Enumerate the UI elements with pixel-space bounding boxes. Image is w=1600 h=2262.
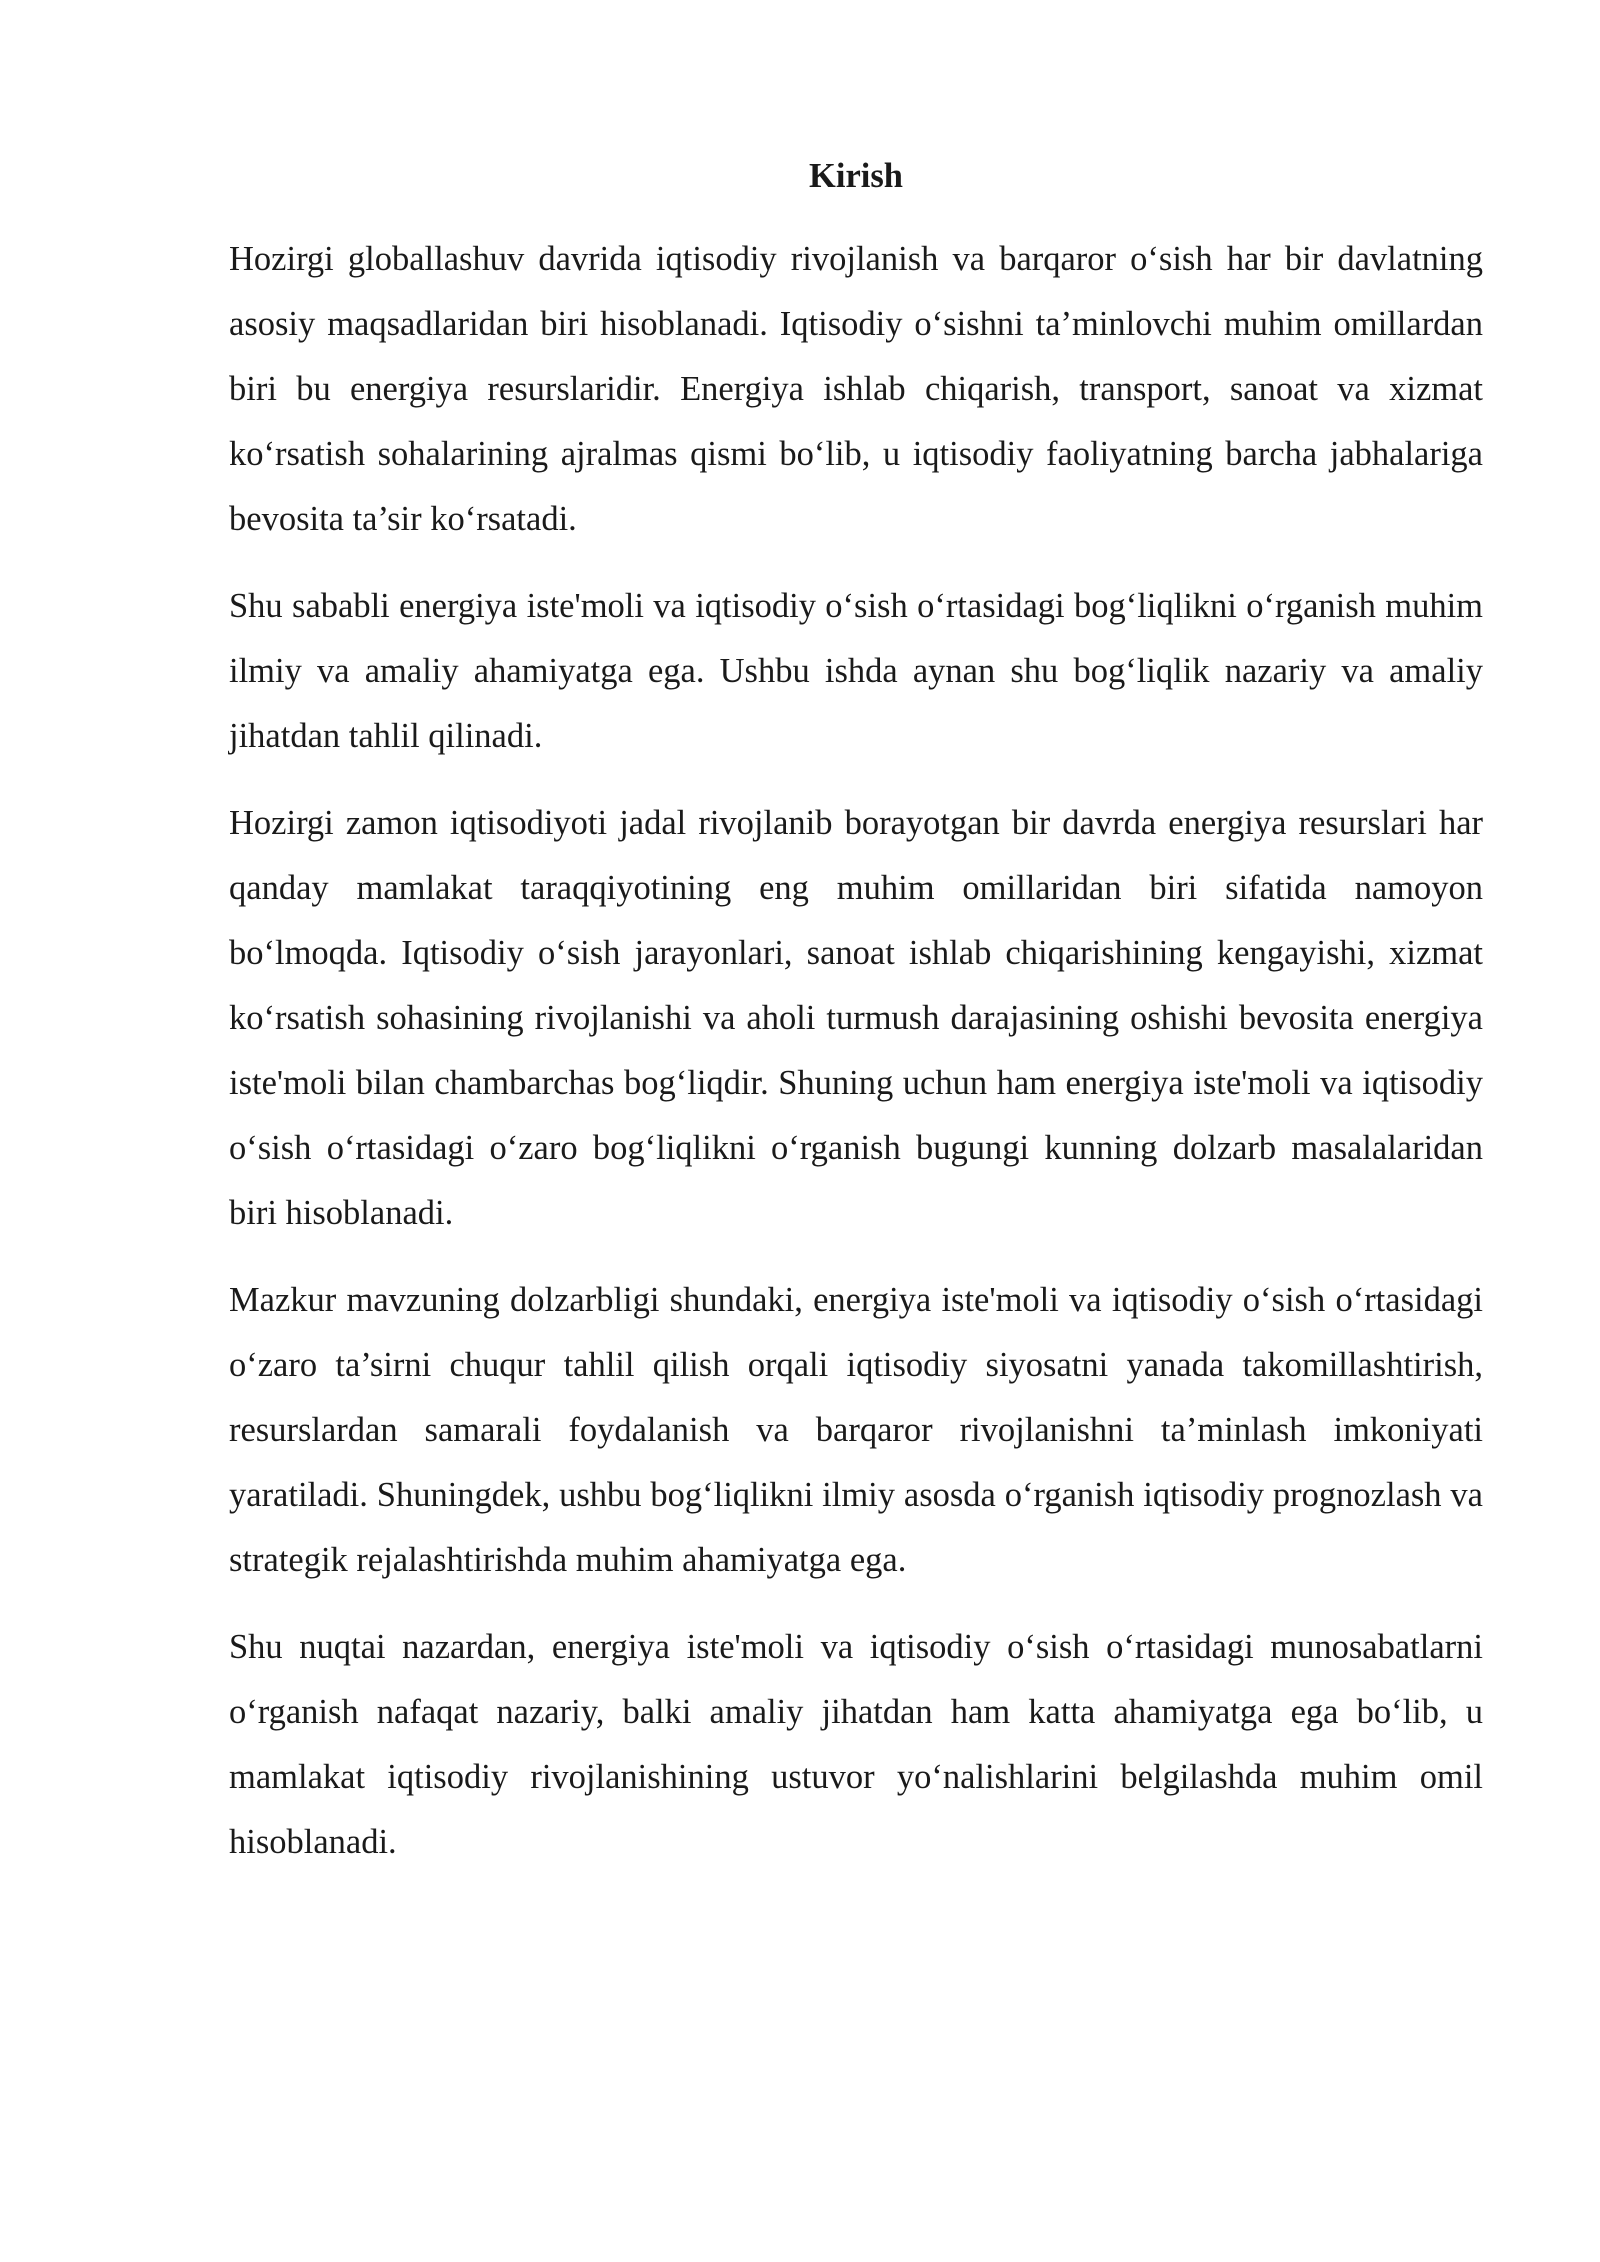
paragraph-1: Hozirgi globallashuv davrida iqtisodiy rivojlanish va barqaror o‘sish har bir davlatning asosiy maqsadlaridan biri hisoblanadi. Iqtisodiy o‘sishni ta’minlovchi muhim omillardan biri bu energiya resurslaridir. Energiya ishlab chiqarish, transport, sanoat va xizmat ko‘rsatish sohalarining ajralmas qismi bo‘lib, u iqtisodiy faoliyatning barcha jabhalariga bevosita ta’sir ko‘rsatadi. — [229, 240, 1483, 538]
paragraph-5: Shu nuqtai nazardan, energiya iste'moli va iqtisodiy o‘sish o‘rtasidagi munosabatlarni o‘rganish nafaqat nazariy, balki amaliy jihatdan ham katta ahamiyatga ega bo‘lib, u mamlakat iqtisodiy rivojlanishining ustuvor yo‘nalishlarini belgilashda muhim omil hisoblanadi. — [229, 1628, 1483, 1861]
paragraph-4: Mazkur mavzuning dolzarbligi shundaki, energiya iste'moli va iqtisodiy o‘sish o‘rtasidagi o‘zaro ta’sirni chuqur tahlil qilish orqali iqtisodiy siyosatni yanada takomillashtirish, resurslardan samarali foydalanish va barqaror rivojlanishni ta’minlash imkoniyati yaratiladi. Shuningdek, ushbu bog‘liqlikni ilmiy asosda o‘rganish iqtisodiy prognozlash va strategik rejalashtirishda muhim ahamiyatga ega. — [229, 1281, 1483, 1579]
paragraph-2: Shu sababli energiya iste'moli va iqtisodiy o‘sish o‘rtasidagi bog‘liqlikni o‘rganish muhim ilmiy va amaliy ahamiyatga ega. Ushbu ishda aynan shu bog‘liqlik nazariy va amaliy jihatdan tahlil qilinadi. — [229, 587, 1483, 755]
document-title: Kirish — [809, 157, 903, 195]
paragraph-3: Hozirgi zamon iqtisodiyoti jadal rivojlanib borayotgan bir davrda energiya resurslari har qanday mamlakat taraqqiyotining eng muhim omillaridan biri sifatida namoyon bo‘lmoqda. Iqtisodiy o‘sish jarayonlari, sanoat ishlab chiqarishining kengayishi, xizmat ko‘rsatish sohasining rivojlanishi va aholi turmush darajasining oshishi bevosita energiya iste'moli bilan chambarchas bog‘liqdir. Shuning uchun ham energiya iste'moli va iqtisodiy o‘sish o‘rtasidagi o‘zaro bog‘liqlikni o‘rganish bugungi kunning dolzarb masalalaridan biri hisoblanadi. — [229, 804, 1483, 1232]
document-body — [229, 144, 1483, 1897]
